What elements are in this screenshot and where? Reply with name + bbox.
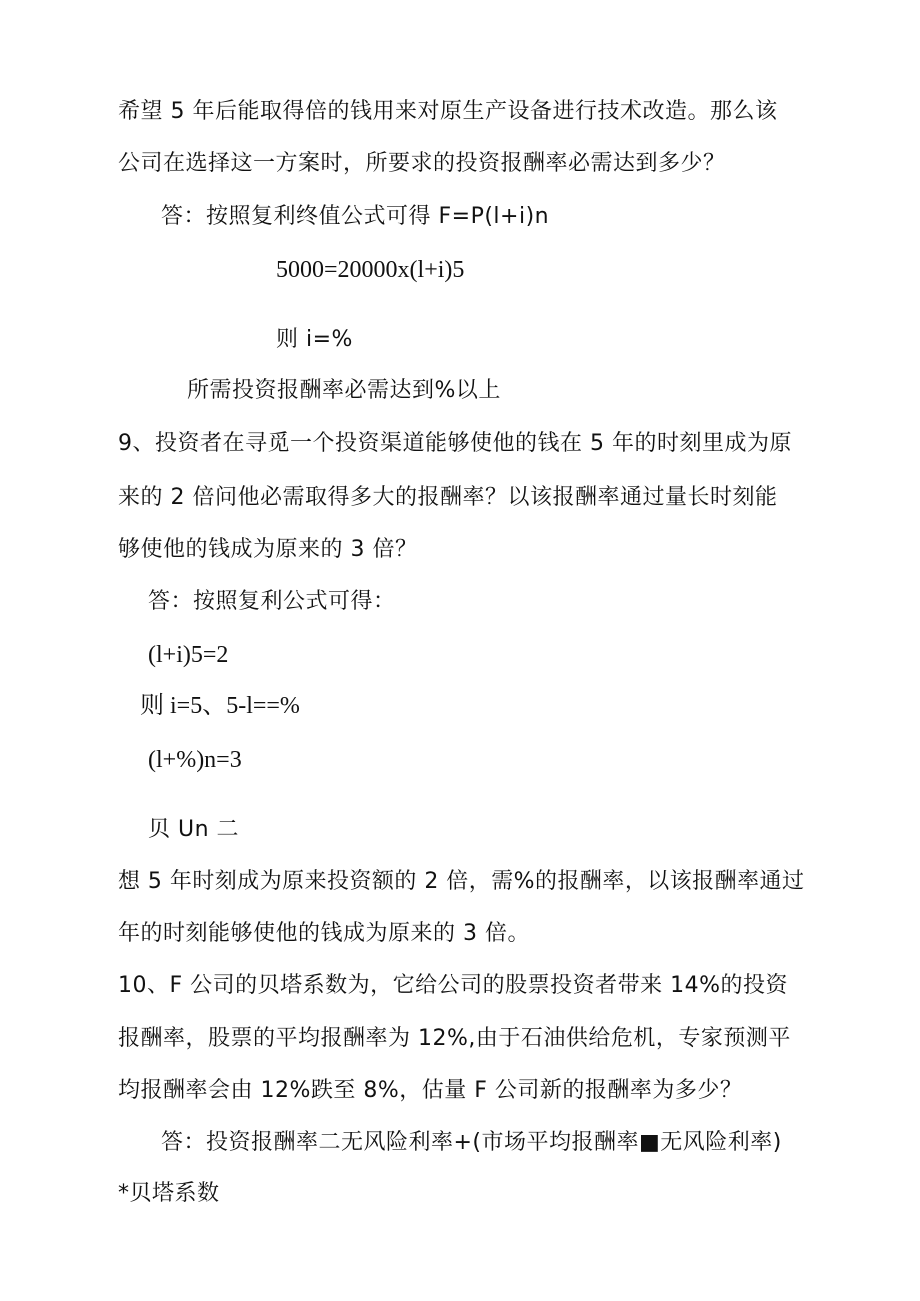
formula-9-line-3: (l+%)n=3 [148, 747, 242, 773]
answer-9-line-1: 答：按照复利公式可得： [148, 589, 396, 614]
answer-line-1: 答：按照复利终值公式可得 F=P(l+i)n [161, 204, 550, 229]
formula-9-line-1: (l+i)5=2 [148, 642, 229, 668]
question-10-line-1: 10、F 公司的贝塔系数为，它给公司的股票投资者带来 14%的投资 [118, 973, 789, 998]
formula-line-1: 5000=20000x(l+i)5 [276, 257, 465, 283]
answer-10-line-1: 答：投资报酬率二无风险利率+(市场平均报酬率■无风险利率) [161, 1130, 782, 1155]
formula-9-line-2: 则 i=5、5-l==% [140, 693, 300, 719]
formula-line-2: 则 i=% [276, 327, 353, 352]
answer-9-summary-1: 想 5 年时刻成为原来投资额的 2 倍，需%的报酬率，以该报酬率通过 [118, 869, 805, 894]
question-9-line-2: 来的 2 倍问他必需取得多大的报酬率？以该报酬率通过量长时刻能 [118, 485, 778, 510]
question-10-line-2: 报酬率，股票的平均报酬率为 12%,由于石油供给危机，专家预测平 [118, 1026, 791, 1051]
answer-conclusion: 所需投资报酬率必需达到%以上 [187, 378, 501, 403]
question-9-line-3: 够使他的钱成为原来的 3 倍？ [118, 537, 418, 562]
answer-9-summary-2: 年的时刻能够使他的钱成为原来的 3 倍。 [118, 921, 530, 946]
formula-9-line-4: 贝 Un 二 [148, 817, 240, 842]
text-line-1: 希望 5 年后能取得倍的钱用来对原生产设备进行技术改造。那么该 [118, 99, 778, 124]
answer-10-line-2: *贝塔系数 [118, 1181, 220, 1206]
question-9-line-1: 9、投资者在寻觅一个投资渠道能够使他的钱在 5 年的时刻里成为原 [118, 431, 792, 456]
question-10-line-3: 均报酬率会由 12%跌至 8%，估量 F 公司新的报酬率为多少？ [118, 1078, 743, 1103]
text-line-2: 公司在选择这一方案时，所要求的投资报酬率必需达到多少？ [118, 151, 726, 176]
